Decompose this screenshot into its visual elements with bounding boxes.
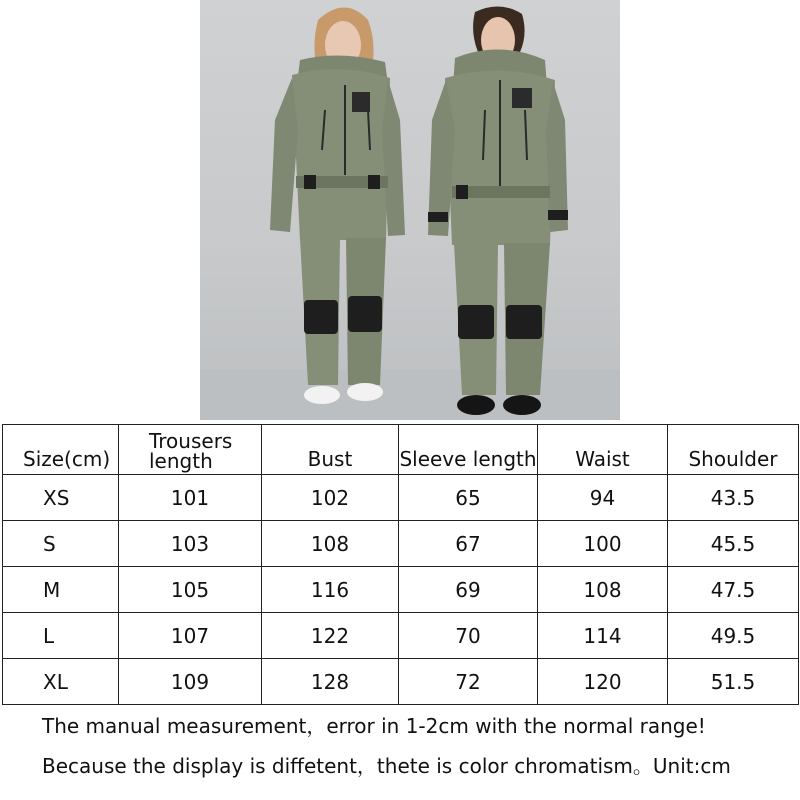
measurement-note: The manual measurement，error in 1-2cm with the normal range! [42, 714, 706, 738]
cell-bust: 122 [262, 613, 399, 659]
models-illustration [200, 0, 620, 420]
header-sleeve-length: Sleeve length [399, 425, 538, 475]
cell-bust: 116 [262, 567, 399, 613]
cell-waist: 114 [538, 613, 668, 659]
header-shoulder: Shoulder [668, 425, 799, 475]
product-photo [200, 0, 620, 420]
cell-waist: 108 [538, 567, 668, 613]
table-row [3, 613, 799, 659]
table-row [3, 521, 799, 567]
header-bust: Bust [262, 425, 399, 475]
cell-size: XL [3, 659, 119, 705]
cell-waist: 94 [538, 475, 668, 521]
cell-size: S [3, 521, 119, 567]
cell-shoulder: 43.5 [668, 475, 799, 521]
header-trousers-length [119, 425, 262, 475]
cell-sleeve-length: 67 [399, 521, 538, 567]
table-header-row [3, 425, 799, 475]
header-trousers-line2: length [149, 449, 213, 473]
cell-waist: 100 [538, 521, 668, 567]
male-model [428, 6, 568, 415]
header-waist: Waist [538, 425, 668, 475]
cell-trousers-length: 109 [119, 659, 262, 705]
cell-shoulder: 51.5 [668, 659, 799, 705]
header-trousers-line1: Trousers [149, 429, 233, 453]
cell-sleeve-length: 72 [399, 659, 538, 705]
cell-trousers-length: 101 [119, 475, 262, 521]
female-model [270, 8, 405, 405]
cell-size: XS [3, 475, 119, 521]
cell-bust: 102 [262, 475, 399, 521]
table-row [3, 475, 799, 521]
cell-bust: 128 [262, 659, 399, 705]
size-chart-table [2, 424, 799, 705]
cell-shoulder: 47.5 [668, 567, 799, 613]
cell-trousers-length: 105 [119, 567, 262, 613]
cell-size: M [3, 567, 119, 613]
color-note: Because the display is diffetent，thete is color chromatism。Unit:cm [42, 754, 731, 778]
cell-bust: 108 [262, 521, 399, 567]
cell-sleeve-length: 70 [399, 613, 538, 659]
table-row [3, 567, 799, 613]
cell-size: L [3, 613, 119, 659]
header-size: Size(cm) [3, 425, 119, 475]
cell-trousers-length: 103 [119, 521, 262, 567]
cell-trousers-length: 107 [119, 613, 262, 659]
table-row [3, 659, 799, 705]
cell-waist: 120 [538, 659, 668, 705]
cell-sleeve-length: 65 [399, 475, 538, 521]
cell-shoulder: 49.5 [668, 613, 799, 659]
cell-shoulder: 45.5 [668, 521, 799, 567]
cell-sleeve-length: 69 [399, 567, 538, 613]
